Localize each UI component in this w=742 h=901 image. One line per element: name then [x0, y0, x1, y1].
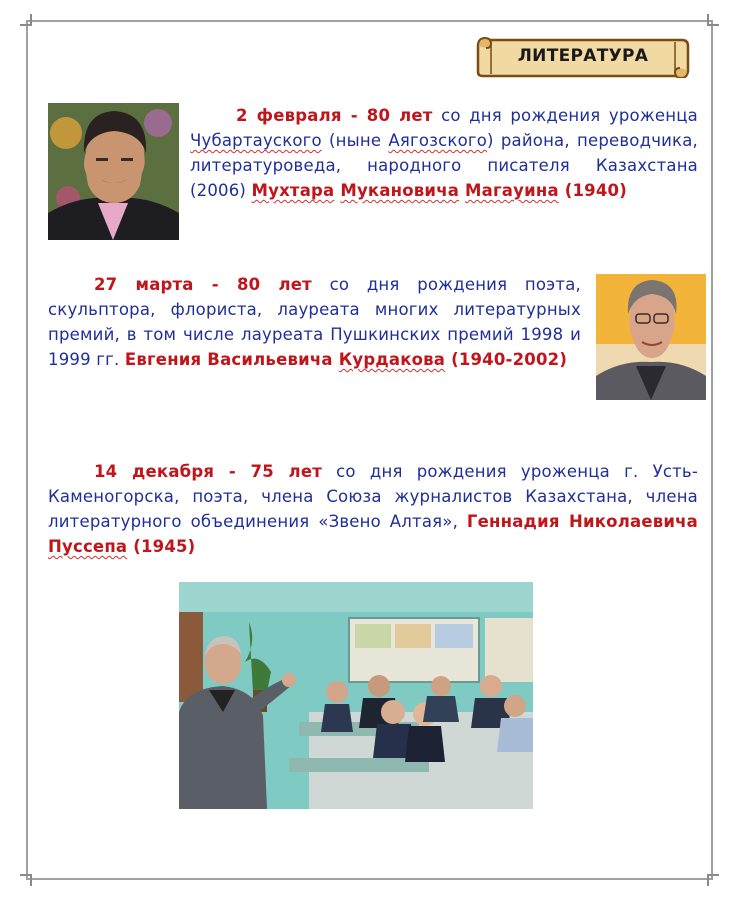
entry-text: со дня рождения уроженца [432, 106, 698, 125]
classroom-photo [179, 582, 533, 809]
entry-person-first: Мухтара [251, 181, 335, 200]
section-title: ЛИТЕРАТУРА [517, 46, 649, 66]
entry-date: 27 марта - 80 лет [94, 275, 312, 294]
entry-date: 2 февраля - 80 лет [236, 106, 433, 125]
entry-years: (1940-2002) [451, 350, 568, 369]
portrait-magauin [48, 103, 179, 240]
entry-person-last: Курдакова [338, 350, 446, 369]
corner-mark [707, 14, 719, 26]
entry-person-first: Евгения Васильевича [124, 350, 333, 369]
entry-place: Аягозского [388, 131, 488, 150]
entry-person-middle: Мукановича [340, 181, 460, 200]
entry-magauin [190, 103, 698, 203]
entry-pussep [48, 459, 698, 559]
entry-years: (1945) [133, 537, 196, 556]
section-banner [476, 34, 690, 78]
entry-date: 14 декабря - 75 лет [94, 462, 322, 481]
corner-mark [707, 874, 719, 886]
entry-place: Чубартауского [190, 131, 322, 150]
entry-kurdakov [48, 272, 581, 372]
entry-person-last: Пуссепа [48, 537, 128, 556]
portrait-kurdakov [596, 274, 706, 400]
entry-person-first: Геннадия Николаевича [466, 512, 698, 531]
entry-text: ) района, переводчика, литературоведа, народного писателя Казахстана (2006) [190, 131, 698, 200]
entry-text: (ныне [321, 131, 389, 150]
entry-years: (1940) [564, 181, 627, 200]
corner-mark [20, 874, 32, 886]
corner-mark [20, 14, 32, 26]
entry-person-last: Магауина [465, 181, 559, 200]
entry-text: со дня рождения поэта, скульптора, флориста, лауреата многих литературных премий, в том числе лауреата Пушкинских премий 1998 и 1999 гг. [48, 275, 581, 369]
entry-text: со дня рождения уроженца г. Усть-Каменогорска, поэта, члена Союза журналистов Казахстана, члена литературного объединения «Звено Алтая», [48, 462, 698, 531]
